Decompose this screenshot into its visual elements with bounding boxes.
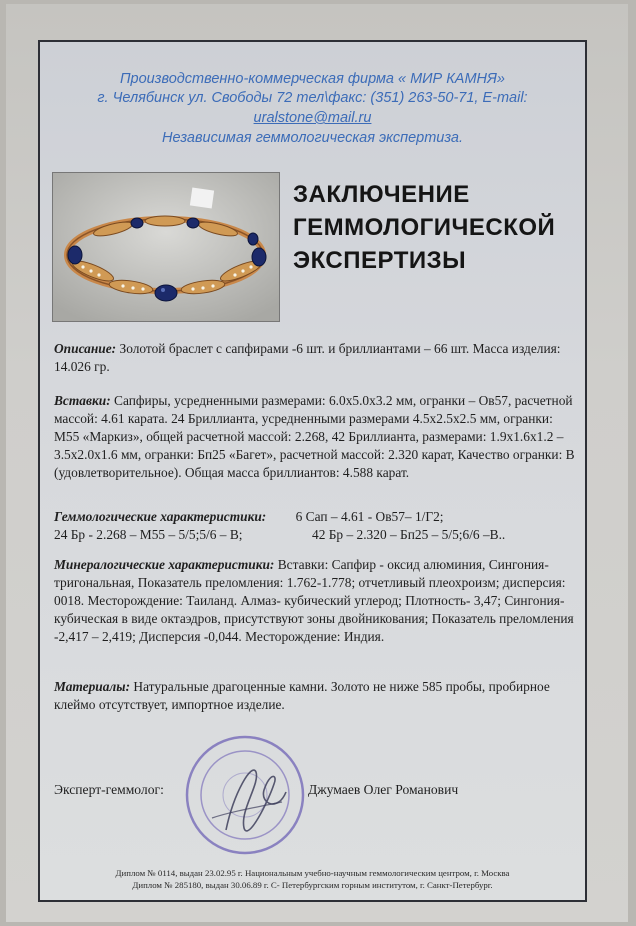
gem-diamonds-b-code: 42 Бр – 2.320 – Бп25 – 5/5;6/6 –В.. — [312, 527, 506, 542]
document-title — [293, 178, 583, 277]
materials-text: Натуральные драгоценные камни. Золото не ниже 585 пробы, пробирное клеймо отсутствует, импортное изделие. — [54, 679, 550, 712]
inserts-label: Вставки: — [54, 393, 111, 408]
description-label: Описание: — [54, 341, 117, 356]
expert-role: Эксперт-геммолог: — [54, 782, 164, 797]
document-sheet — [6, 4, 628, 922]
title-line-3: ЭКСПЕРТИЗЫ — [293, 247, 467, 274]
mineral-characteristics-text: Вставки: Сапфир - оксид алюминия, Сингония- тригональная, Показатель преломления: 1.762-1.778; отчетливый плеохроизм; дисперсия: 0018. Месторождение: Таиланд. Алмаз- кубический углерод; Плотность- 3,47; Сингония- кубическая в виде октаэдров, присутствуют зоны двойникования; Показатель преломления -2,417 – 2,419; Дисперсия -0,044. Месторождение: Индия. — [54, 557, 574, 644]
email-line — [40, 109, 585, 127]
gem-sapphire-code: 6 Сап – 4.61 - Ов57– 1/Г2; — [295, 509, 444, 524]
title-line-1: ЗАКЛЮЧЕНИЕ — [293, 181, 470, 208]
mineral-characteristics-section — [54, 556, 576, 646]
address-line: г. Челябинск ул. Свободы 72 тел\факс: (351) 263-50-71, E-mail: — [97, 90, 528, 106]
inserts-section — [54, 392, 576, 482]
company-line: Производственно-коммерческая фирма « МИР КАМНЯ» — [120, 71, 505, 87]
description-text: Золотой браслет с сапфирами -6 шт. и бриллиантами – 66 шт. Масса изделия: 14.026 гр. — [54, 341, 561, 374]
gem-diamonds-a-code: 24 Бр - 2.268 – М55 – 5/5;5/6 – В; — [54, 527, 243, 542]
materials-section — [54, 678, 576, 714]
gem-characteristics-section — [54, 508, 576, 544]
bracelet-photo — [52, 172, 280, 322]
expert-name: Джумаев Олег Романович — [308, 782, 459, 797]
diploma-line-2: Диплом № 285180, выдан 30.06.89 г. С- Петербургским горным институтом, г. Санкт-Петербург. — [132, 880, 493, 890]
mineral-characteristics-label: Минералогические характеристики: — [54, 557, 275, 572]
gem-characteristics-label: Геммологические характеристики: — [54, 509, 267, 524]
inserts-text: Сапфиры, усредненными размерами: 6.0x5.0x3.2 мм, огранки – Ов57, расчетной массой: 4.61 карата. 24 Бриллианта, усредненными размерами 4.5x2.5x2.5 мм, огранки: М55 «Маркиз», общей расчетной массой: 2.268, 42 Бриллианта, размерами: 1.9x1.6x1.2 – 3.5x2.0x1.6 мм, огранки: Бп25 «Багет», расчетной массой: 2.320 карат, Качество огранки: В (удовлетворительное). Общая масса бриллиантов: 4.588 карат. — [54, 393, 575, 480]
email-link[interactable]: uralstone@mail.ru — [253, 110, 372, 126]
title-line-2: ГЕММОЛОГИЧЕСКОЙ — [293, 214, 556, 241]
bracelet-image — [53, 173, 279, 321]
certificate-frame — [38, 40, 587, 902]
diploma-line-1: Диплом № 0114, выдан 23.02.95 г. Национальным учебно-научным геммологическим центром, г. Москва — [115, 868, 510, 878]
materials-label: Материалы: — [54, 679, 131, 694]
expertise-line: Независимая геммологическая экспертиза. — [161, 130, 464, 146]
description-section — [54, 340, 576, 376]
signature-row — [54, 782, 574, 798]
